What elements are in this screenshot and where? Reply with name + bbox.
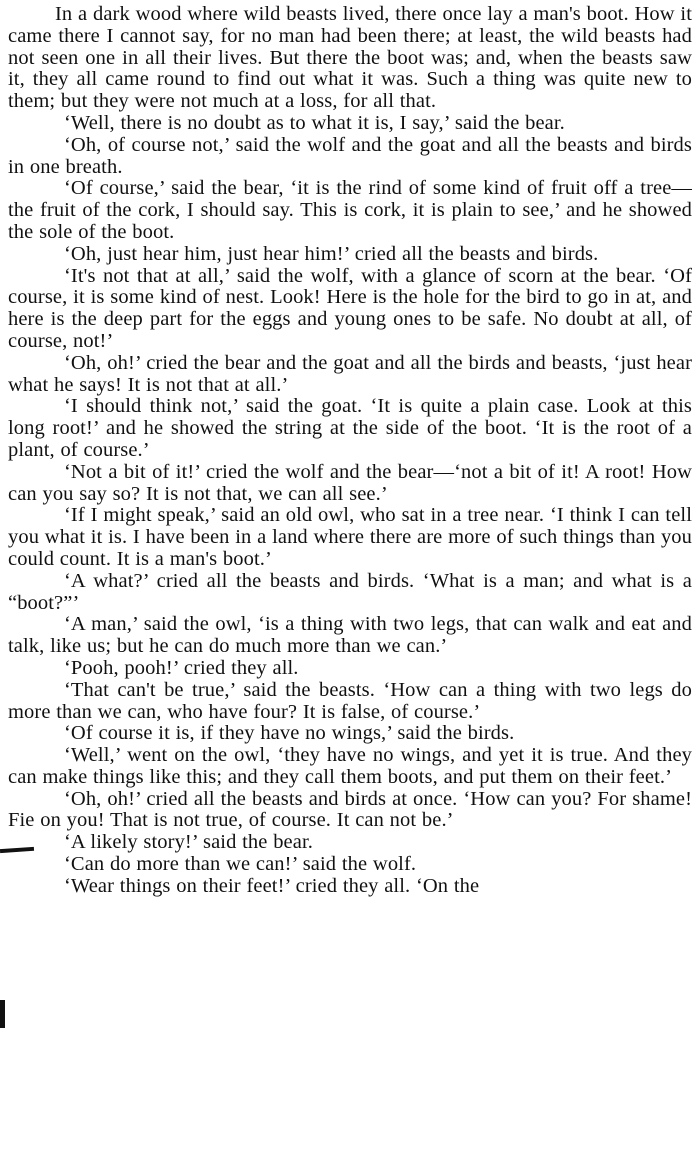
paragraph: ‘Oh, oh!’ cried the bear and the goat and all the birds and beasts, ‘just hear what he says! It is not that at all.’ [8,351,692,396]
paragraph: ‘I should think not,’ said the goat. ‘It is quite a plain case. Look at this long root!’ and he showed the string at the side of the boot. ‘It is the root of a plant, of course.’ [8,395,692,461]
paragraph: ‘Oh, just hear him, just hear him!’ cried all the beasts and birds. [64,242,599,265]
paragraph: ‘That can't be true,’ said the beasts. ‘How can a thing with two legs do more than we can, who have four? It is false, of course.’ [8,678,692,723]
paragraph: ‘Pooh, pooh!’ cried they all. [64,656,299,679]
story-text [8,4,692,898]
paragraph: ‘Oh, of course not,’ said the wolf and the goat and all the beasts and birds in one breath. [8,133,692,178]
paragraph: In a dark wood where wild beasts lived, there once lay a man's boot. How it came there I cannot say, for no man had been there; at least, the wild beasts had not seen one in all their lives. But there the boot was; and, when the beasts saw it, they all came round to find out what it was. Such a thing was quite new to them; but they were not much at a loss, for all that. [8,3,692,113]
paragraph: ‘Well,’ went on the owl, ‘they have no wings, and yet it is true. And they can make things like this; and they call them boots, and put them on their feet.’ [8,744,692,788]
paragraph: ‘Wear things on their feet!’ cried they all. ‘On the [64,874,480,897]
paragraph: ‘It's not that at all,’ said the wolf, with a glance of scorn at the bear. ‘Of course, it is some kind of nest. Look! Here is the hole for the bird to go in at, and here is the deep part for the eggs and young ones to be safe. No doubt at all, of course, not!’ [8,264,692,352]
paragraph: ‘Oh, oh!’ cried all the beasts and birds at once. ‘How can you? For shame! Fie on you! That is not true, of course. It can not be.’ [8,787,692,832]
margin-bar-mark [0,1000,5,1028]
paragraph: ‘Not a bit of it!’ cried the wolf and the bear—‘not a bit of it! A root! How can you say so? It is not that, we can all see.’ [8,460,692,505]
paragraph: ‘Can do more than we can!’ said the wolf. [64,853,417,876]
paragraph: ‘If I might speak,’ said an old owl, who sat in a tree near. ‘I think I can tell you what it is. I have been in a land where there are more of such things than you could count. It is a man's boot.’ [8,504,692,570]
paragraph: ‘Of course it is, if they have no wings,’ said the birds. [64,722,515,745]
paragraph: ‘Of course,’ said the bear, ‘it is the rind of some kind of fruit off a tree—the fruit of the cork, I should say. This is cork, it is plain to see,’ and he showed the sole of the boot. [8,177,692,243]
paragraph: ‘A man,’ said the owl, ‘is a thing with two legs, that can walk and eat and talk, like us; but he can do much more than we can.’ [8,613,692,658]
paragraph: ‘A likely story!’ said the bear. [64,831,313,854]
paragraph: ‘Well, there is no doubt as to what it is, I say,’ said the bear. [64,111,565,134]
paragraph: ‘A what?’ cried all the beasts and birds. ‘What is a man; and what is a “boot?”’ [8,569,692,614]
